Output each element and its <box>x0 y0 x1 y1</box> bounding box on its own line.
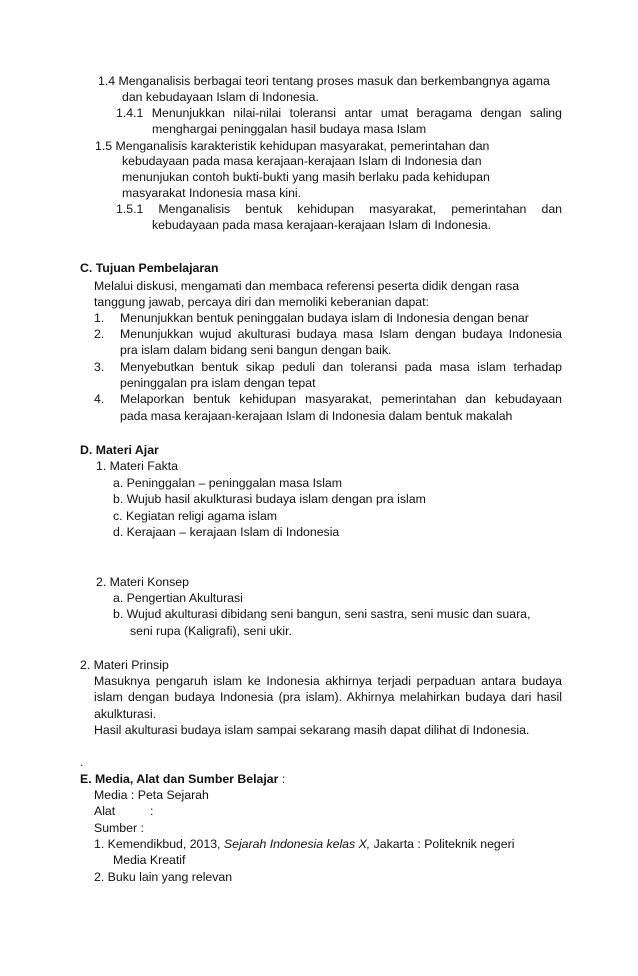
tujuan-item-1-number: 1. <box>94 311 105 325</box>
tujuan-item-3-line-2: peninggalan pra islam dengan tepat <box>120 376 316 390</box>
reference-1-publisher: Jakarta : Politeknik negeri <box>370 837 515 851</box>
competency-1-5-line-1: 1.5 Menganalisis karakteristik kehidupan masyarakat, pemerintahan dan <box>95 139 490 153</box>
materi-prinsip-title: 2. Materi Prinsip <box>80 658 169 672</box>
materi-fakta-item-d: d. Kerajaan – kerajaan Islam di Indonesia <box>113 525 340 539</box>
reference-1-book-title: Sejarah Indonesia kelas X, <box>223 837 371 851</box>
competency-1-5-line-4: masyarakat Indonesia masa kini. <box>122 186 302 200</box>
stray-dot: . <box>80 755 84 769</box>
reference-1 <box>94 836 514 853</box>
tujuan-item-2-line-2: pra islam dalam bidang seni bangun dengan baik. <box>120 343 392 357</box>
tujuan-item-2-line-1: Menunjukkan wujud akulturasi budaya masa Islam dengan budaya Indonesia <box>120 327 562 341</box>
competency-1-4-line-2: dan kebudayaan Islam di Indonesia. <box>122 90 319 104</box>
media-line: Media : Peta Sejarah <box>94 788 209 802</box>
reference-1-cont: Media Kreatif <box>113 853 186 867</box>
materi-prinsip-line-2: islam dengan budaya Indonesia (pra islam). Akhirnya melahirkan budaya dari hasil <box>94 690 562 704</box>
tujuan-intro-line-2: tanggung jawab, percaya diri dan memoliki keberanian dapat: <box>94 295 429 309</box>
reference-2: 2. Buku lain yang relevan <box>94 870 233 884</box>
materi-fakta-item-b: b. Wujub hasil akulkturasi budaya islam dengan pra islam <box>113 492 426 506</box>
sumber-line: Sumber : <box>94 821 144 835</box>
tujuan-item-3-line-1: Menyebutkan bentuk sikap peduli dan toleransi pada masa islam terhadap <box>120 360 562 374</box>
section-c-heading: C. Tujuan Pembelajaran <box>80 261 219 275</box>
materi-prinsip-line-4: Hasil akulturasi budaya islam sampai sekarang masih dapat dilihat di Indonesia. <box>94 723 530 737</box>
materi-konsep-item-a: a. Pengertian Akulturasi <box>113 591 243 605</box>
tujuan-item-4-line-2: pada masa kerajaan-kerajaan Islam di Indonesia dalam bentuk makalah <box>120 409 513 423</box>
materi-fakta-title: 1. Materi Fakta <box>96 459 179 473</box>
section-e-heading-colon: : <box>278 772 286 786</box>
tujuan-item-3-number: 3. <box>94 360 105 374</box>
materi-konsep-item-b-cont: seni rupa (Kaligrafi), seni ukir. <box>130 624 292 638</box>
tujuan-item-1-line-1: Menunjukkan bentuk peninggalan budaya islam di Indonesia dengan benar <box>120 311 529 325</box>
materi-fakta-item-c: c. Kegiatan religi agama islam <box>113 509 278 523</box>
indicator-1-5-1-line-1: 1.5.1 Menganalisis bentuk kehidupan masyarakat, pemerintahan dan <box>116 202 562 216</box>
tujuan-item-2-number: 2. <box>94 327 105 341</box>
reference-1-prefix: 1. Kemendikbud, 2013, <box>94 837 224 851</box>
indicator-1-5-1-line-2: kebudayaan pada masa kerajaan-kerajaan Islam di Indonesia. <box>152 218 492 232</box>
section-d-heading: D. Materi Ajar <box>80 443 159 457</box>
competency-1-5-line-3: menunjukan contoh bukti-bukti yang masih berlaku pada kehidupan <box>122 170 490 184</box>
alat-label: Alat <box>94 804 116 818</box>
indicator-1-4-1-line-1: 1.4.1 Menunjukkan nilai-nilai toleransi antar umat beragama dengan saling <box>116 106 562 120</box>
materi-prinsip-line-1: Masuknya pengaruh islam ke Indonesia akhirnya terjadi perpaduan antara budaya <box>94 674 562 688</box>
tujuan-item-4-number: 4. <box>94 392 105 406</box>
section-e-heading <box>80 771 285 788</box>
indicator-1-4-1-line-2: menghargai peninggalan hasil budaya masa Islam <box>152 122 427 136</box>
competency-1-5-line-2: kebudayaan pada masa kerajaan-kerajaan Islam di Indonesia dan <box>122 154 482 168</box>
materi-prinsip-line-3: akulkturasi. <box>94 707 157 721</box>
tujuan-intro-line-1: Melalui diskusi, mengamati dan membaca referensi peserta didik dengan rasa <box>94 279 520 293</box>
tujuan-item-4-line-1: Melaporkan bentuk kehidupan masyarakat, pemerintahan dan kebudayaan <box>120 392 562 406</box>
section-e-heading-text: E. Media, Alat dan Sumber Belajar <box>80 772 279 786</box>
materi-fakta-item-a: a. Peninggalan – peninggalan masa Islam <box>113 476 343 490</box>
materi-konsep-title: 2. Materi Konsep <box>96 575 189 589</box>
alat-colon: : <box>150 804 154 818</box>
competency-1-4-line-1: 1.4 Menganalisis berbagai teori tentang proses masuk dan berkembangnya agama <box>98 74 550 88</box>
materi-konsep-item-b: b. Wujud akulturasi dibidang seni bangun, seni sastra, seni music dan suara, <box>113 607 531 621</box>
